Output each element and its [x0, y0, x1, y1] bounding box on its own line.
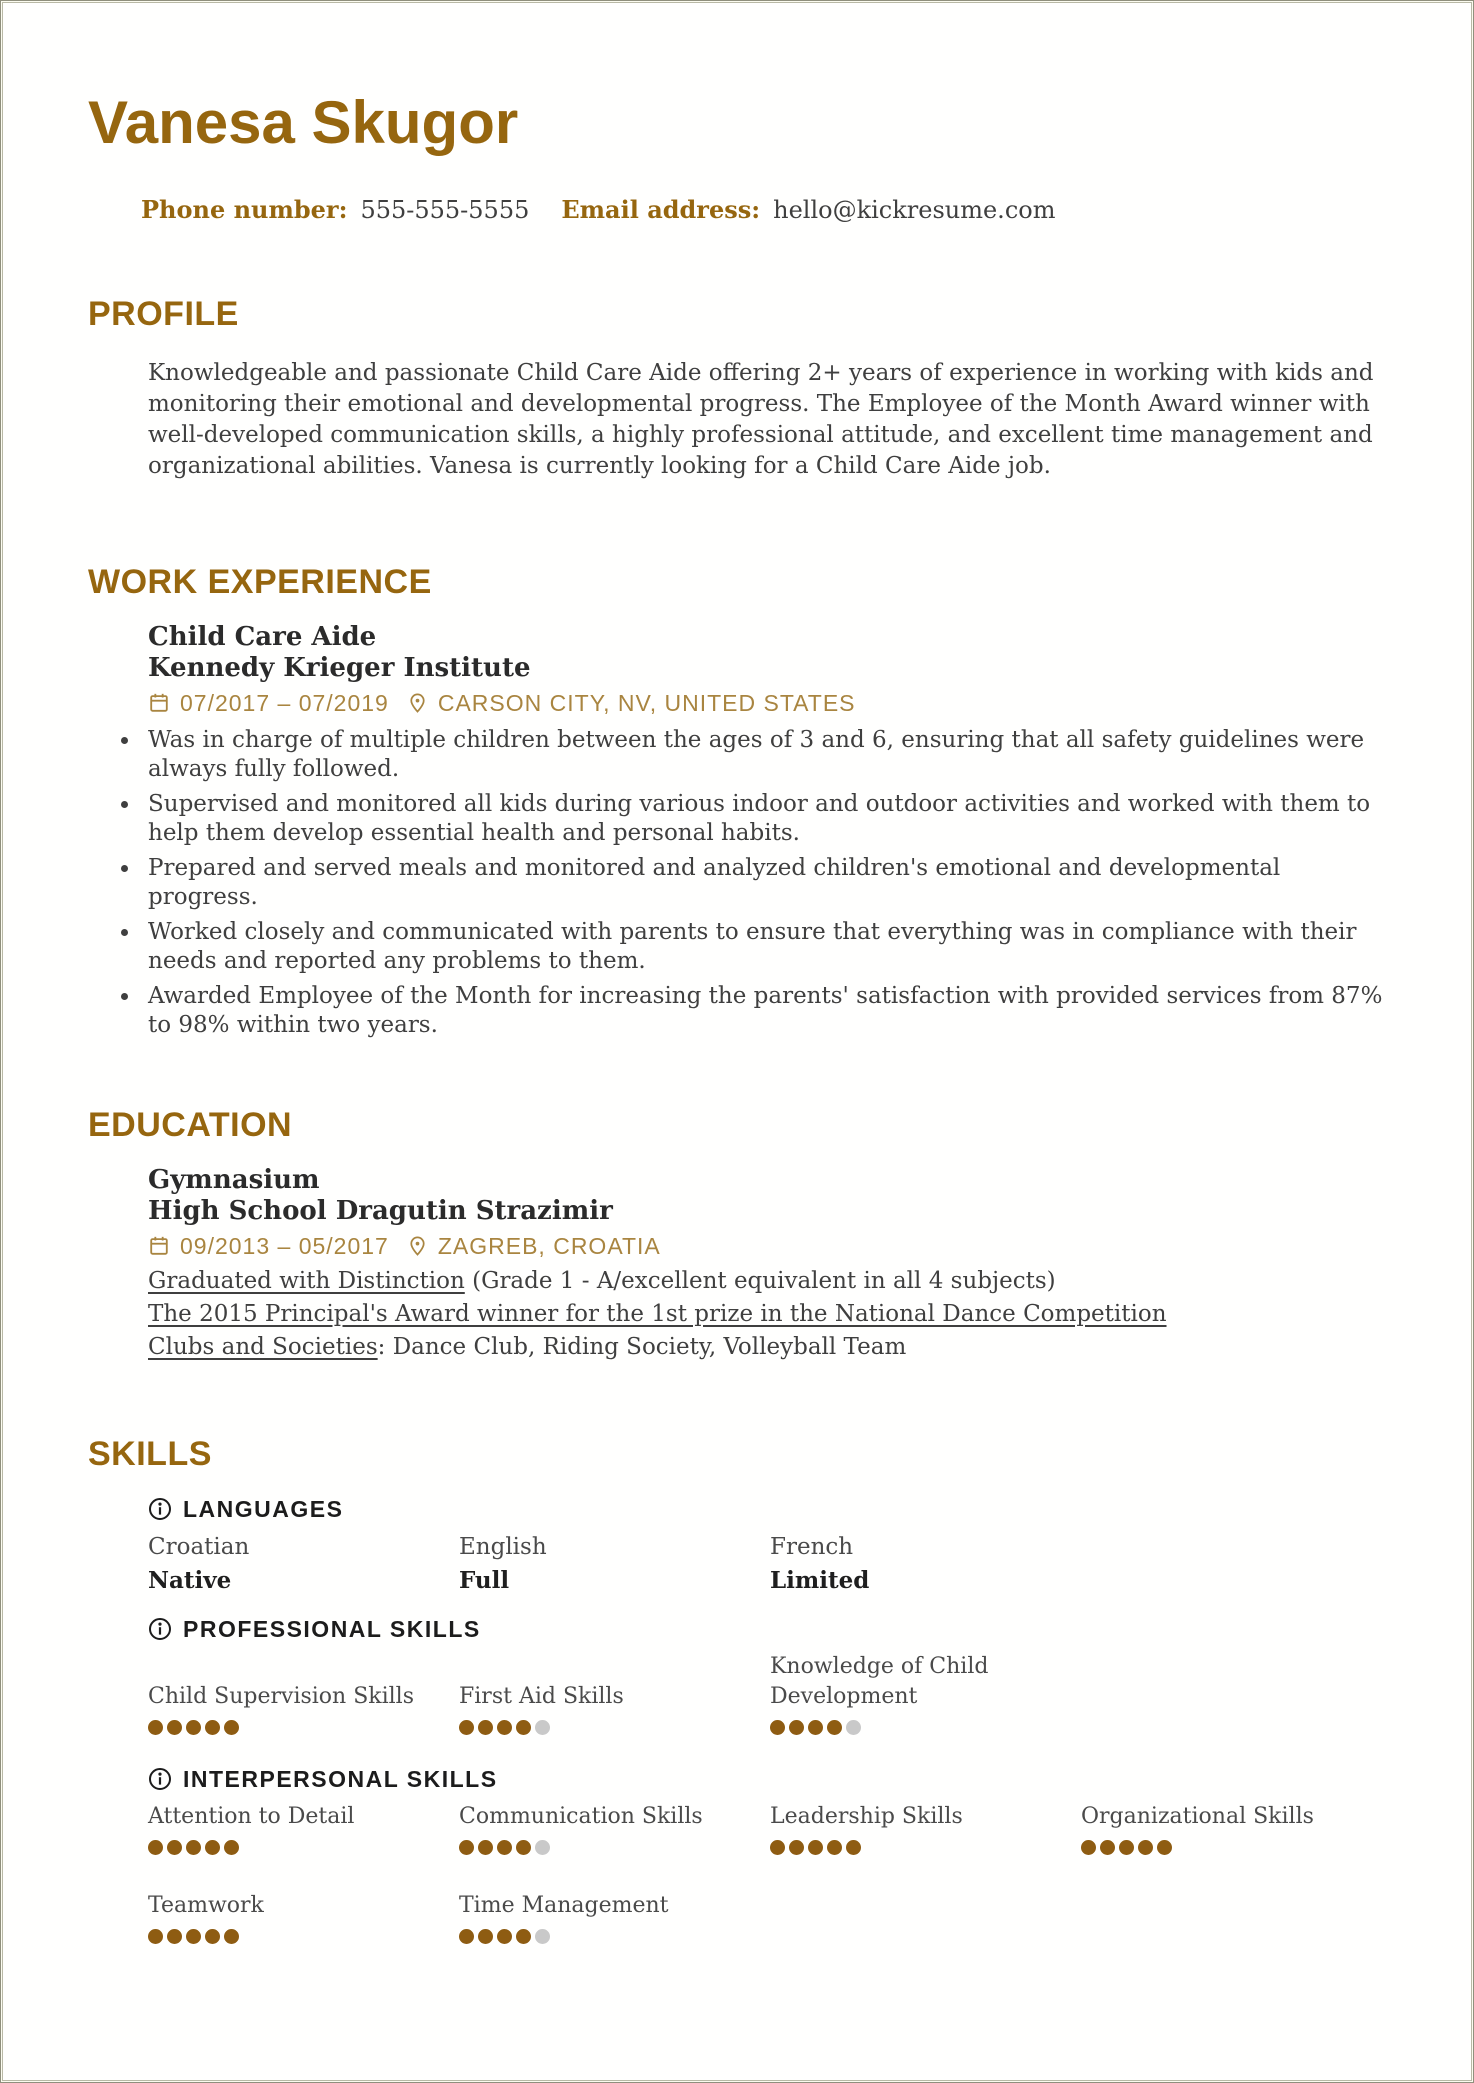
rating-dot-filled: [186, 1720, 201, 1735]
education-meta-row: [148, 1232, 1395, 1260]
resume-header: [88, 89, 1395, 227]
professional-skills-grid: [148, 1652, 1395, 1735]
skill-rating-dots: [459, 1929, 770, 1944]
rating-dot-filled: [808, 1720, 823, 1735]
education-link[interactable]: The 2015 Principal's Award winner for the 1st prize in the National Dance Competition: [148, 1301, 1167, 1327]
rating-dot-filled: [497, 1840, 512, 1855]
education-location: ZAGREB, CROATIA: [437, 1232, 661, 1259]
skill-name: Leadership Skills: [770, 1804, 963, 1829]
language-level: Full: [459, 1567, 510, 1594]
skill-name: First Aid Skills: [459, 1684, 624, 1709]
skill-name: Knowledge of Child Development: [770, 1654, 989, 1709]
professional-skills-group: [148, 1616, 1395, 1735]
rating-dot-filled: [1138, 1840, 1153, 1855]
candidate-name: Vanesa Skugor: [88, 89, 519, 156]
info-icon: [148, 1497, 172, 1521]
info-icon: [148, 1767, 172, 1791]
rating-dot-empty: [846, 1720, 861, 1735]
rating-dot-filled: [827, 1720, 842, 1735]
language-level: Native: [148, 1567, 232, 1594]
education-link[interactable]: Graduated with Distinction: [148, 1268, 465, 1294]
work-entry: [148, 622, 1395, 1040]
work-experience-section: [88, 564, 1395, 1040]
rating-dot-filled: [167, 1720, 182, 1735]
rating-dot-filled: [148, 1840, 163, 1855]
skill-item: [770, 1652, 1081, 1735]
interpersonal-skills-group: [148, 1766, 1395, 1944]
skill-item: [148, 1802, 459, 1855]
contact-row: [141, 193, 1395, 227]
phone-label: Phone number:: [141, 195, 348, 224]
skill-rating-dots: [770, 1720, 1081, 1735]
skill-item: [770, 1802, 1081, 1855]
education-detail-line: [148, 1298, 1395, 1331]
education-section: [88, 1107, 1395, 1364]
skill-rating-dots: [148, 1840, 459, 1855]
rating-dot-filled: [148, 1720, 163, 1735]
rating-dot-filled: [846, 1840, 861, 1855]
skill-item: [459, 1891, 770, 1944]
rating-dot-filled: [186, 1929, 201, 1944]
languages-group-header: [148, 1496, 1395, 1522]
profile-heading: PROFILE: [88, 295, 239, 333]
work-bullet: Was in charge of multiple children between the ages of 3 and 6, ensuring that all safety guidelines were always fully followed.: [148, 726, 1395, 784]
work-location: CARSON CITY, NV, UNITED STATES: [437, 689, 856, 716]
work-bullet: Awarded Employee of the Month for increasing the parents' satisfaction with provided services from 87% to 98% within two years.: [148, 982, 1395, 1040]
rating-dot-filled: [205, 1840, 220, 1855]
rating-dot-filled: [224, 1929, 239, 1944]
skill-rating-dots: [148, 1720, 459, 1735]
rating-dot-filled: [497, 1720, 512, 1735]
rating-dot-filled: [478, 1929, 493, 1944]
rating-dot-filled: [516, 1929, 531, 1944]
map-pin-icon: [407, 1235, 428, 1257]
rating-dot-filled: [459, 1840, 474, 1855]
rating-dot-filled: [224, 1840, 239, 1855]
rating-dot-filled: [148, 1929, 163, 1944]
rating-dot-filled: [516, 1840, 531, 1855]
rating-dot-empty: [535, 1929, 550, 1944]
skill-name: Teamwork: [148, 1893, 264, 1918]
skill-item: [1081, 1802, 1392, 1855]
work-bullet-list: [148, 726, 1395, 1040]
rating-dot-filled: [1119, 1840, 1134, 1855]
language-level: Limited: [770, 1567, 870, 1594]
language-item: [148, 1532, 459, 1596]
skill-name: Attention to Detail: [148, 1804, 355, 1829]
rating-dot-filled: [167, 1929, 182, 1944]
calendar-icon: [148, 692, 170, 714]
rating-dot-filled: [1157, 1840, 1172, 1855]
skill-rating-dots: [148, 1929, 459, 1944]
rating-dot-filled: [224, 1720, 239, 1735]
rating-dot-filled: [186, 1840, 201, 1855]
language-name: English: [459, 1534, 547, 1560]
language-item: [459, 1532, 770, 1596]
education-details: [148, 1265, 1395, 1364]
language-name: Croatian: [148, 1534, 250, 1560]
skill-name: Communication Skills: [459, 1804, 703, 1829]
skill-item: [148, 1682, 459, 1735]
skill-name: Organizational Skills: [1081, 1804, 1314, 1829]
rating-dot-filled: [1081, 1840, 1096, 1855]
interpersonal-skills-group-header: [148, 1766, 1395, 1792]
rating-dot-filled: [827, 1840, 842, 1855]
rating-dot-filled: [808, 1840, 823, 1855]
degree-title: Gymnasium: [148, 1165, 320, 1195]
rating-dot-filled: [497, 1929, 512, 1944]
skill-name: Time Management: [459, 1893, 669, 1918]
work-meta-row: [148, 689, 1395, 717]
education-link[interactable]: Clubs and Societies: [148, 1334, 378, 1360]
map-pin-icon: [407, 692, 428, 714]
education-detail-line: [148, 1265, 1395, 1298]
email-value: hello@kickresume.com: [773, 196, 1056, 224]
rating-dot-filled: [205, 1929, 220, 1944]
education-detail-rest: : Dance Club, Riding Society, Volleyball Team: [377, 1334, 907, 1360]
skill-rating-dots: [459, 1840, 770, 1855]
education-heading: EDUCATION: [88, 1106, 293, 1144]
skill-rating-dots: [770, 1840, 1081, 1855]
language-name: French: [770, 1534, 854, 1560]
email-label: Email address:: [561, 195, 761, 224]
languages-grid: [148, 1532, 1395, 1596]
rating-dot-filled: [205, 1720, 220, 1735]
job-title: Child Care Aide: [148, 622, 377, 652]
work-bullet: Prepared and served meals and monitored and analyzed children's emotional and developmental progress.: [148, 854, 1395, 912]
rating-dot-empty: [535, 1720, 550, 1735]
rating-dot-filled: [789, 1840, 804, 1855]
languages-group: [148, 1496, 1395, 1596]
phone-value: 555-555-5555: [360, 196, 530, 224]
rating-dot-filled: [459, 1929, 474, 1944]
interpersonal-skills-group-label: INTERPERSONAL SKILLS: [183, 1765, 498, 1792]
skill-rating-dots: [459, 1720, 770, 1735]
rating-dot-empty: [535, 1840, 550, 1855]
school-name: High School Dragutin Strazimir: [148, 1196, 613, 1226]
language-item: [770, 1532, 1081, 1596]
rating-dot-filled: [478, 1840, 493, 1855]
work-bullet: Supervised and monitored all kids during various indoor and outdoor activities and worked with them to help them develop essential health and personal habits.: [148, 790, 1395, 848]
skills-heading: SKILLS: [88, 1435, 212, 1473]
rating-dot-filled: [770, 1720, 785, 1735]
info-icon: [148, 1617, 172, 1641]
rating-dot-filled: [770, 1840, 785, 1855]
skill-name: Child Supervision Skills: [148, 1684, 415, 1709]
interpersonal-skills-grid-row1: [148, 1802, 1395, 1855]
work-dates: 07/2017 – 07/2019: [180, 689, 389, 716]
professional-skills-group-label: PROFESSIONAL SKILLS: [183, 1615, 481, 1642]
rating-dot-filled: [789, 1720, 804, 1735]
skill-rating-dots: [1081, 1840, 1392, 1855]
education-detail-rest: (Grade 1 - A/excellent equivalent in all 4 subjects): [464, 1268, 1056, 1294]
skill-item: [459, 1682, 770, 1735]
calendar-icon: [148, 1235, 170, 1257]
skill-item: [459, 1802, 770, 1855]
rating-dot-filled: [478, 1720, 493, 1735]
work-experience-heading: WORK EXPERIENCE: [88, 563, 432, 601]
rating-dot-filled: [516, 1720, 531, 1735]
work-bullet: Worked closely and communicated with parents to ensure that everything was in compliance with their needs and reported any problems to them.: [148, 918, 1395, 976]
education-dates: 09/2013 – 05/2017: [180, 1232, 389, 1259]
rating-dot-filled: [167, 1840, 182, 1855]
interpersonal-skills-grid-row2: [148, 1891, 1395, 1944]
education-detail-line: [148, 1331, 1395, 1364]
education-entry: [148, 1165, 1395, 1364]
languages-group-label: LANGUAGES: [183, 1495, 344, 1522]
profile-section: [88, 296, 1395, 482]
professional-skills-group-header: [148, 1616, 1395, 1642]
rating-dot-filled: [1100, 1840, 1115, 1855]
skill-item: [148, 1891, 459, 1944]
skills-section: [88, 1436, 1395, 1944]
profile-text: Knowledgeable and passionate Child Care Aide offering 2+ years of experience in working with kids and monitoring their emotional and developmental progress. The Employee of the Month Award winner with well-developed communication skills, a highly professional attitude, and excellent time management and organizational abilities. Vanesa is currently looking for a Child Care Aide job.: [148, 360, 1374, 479]
company-name: Kennedy Krieger Institute: [148, 653, 531, 683]
rating-dot-filled: [459, 1720, 474, 1735]
